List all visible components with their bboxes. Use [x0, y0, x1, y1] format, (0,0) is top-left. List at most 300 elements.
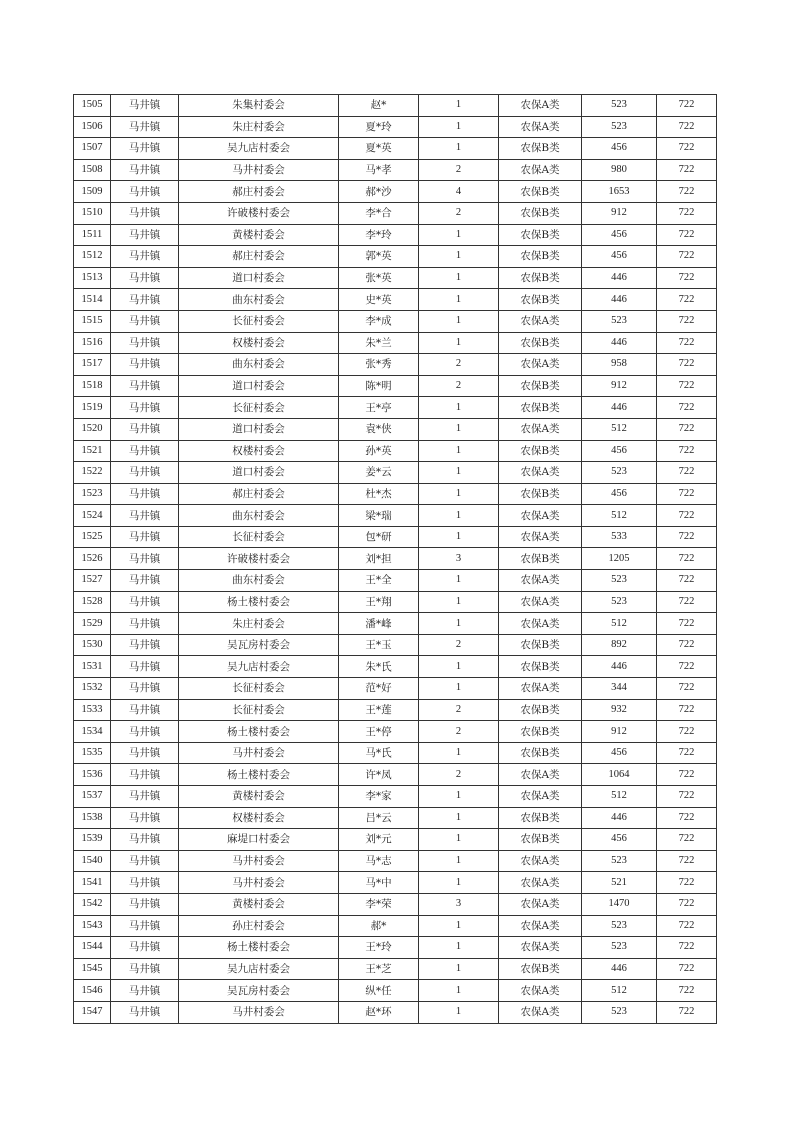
table-row: [74, 829, 717, 851]
person-name-cell: 郭*英: [339, 246, 419, 268]
village-cell: 曲东村委会: [179, 505, 339, 527]
household-count-cell: 1: [419, 591, 499, 613]
standard-cell: 722: [657, 721, 717, 743]
insurance-type-cell: 农保B类: [499, 699, 582, 721]
insurance-type-cell: 农保A类: [499, 937, 582, 959]
row-number-cell: 1509: [74, 181, 111, 203]
town-cell: 马井镇: [111, 980, 179, 1002]
table-row: [74, 678, 717, 700]
amount-cell: 523: [582, 310, 657, 332]
insurance-type-cell: 农保B类: [499, 332, 582, 354]
row-number-cell: 1514: [74, 289, 111, 311]
insurance-type-cell: 农保B类: [499, 483, 582, 505]
insurance-type-cell: 农保A类: [499, 850, 582, 872]
standard-cell: 722: [657, 613, 717, 635]
village-cell: 郝庄村委会: [179, 181, 339, 203]
person-name-cell: 王*亭: [339, 397, 419, 419]
row-number-cell: 1505: [74, 95, 111, 117]
person-name-cell: 李*合: [339, 202, 419, 224]
household-count-cell: 1: [419, 937, 499, 959]
village-cell: 吴瓦房村委会: [179, 980, 339, 1002]
person-name-cell: 梁*瑞: [339, 505, 419, 527]
insurance-type-cell: 农保A类: [499, 354, 582, 376]
village-cell: 朱庄村委会: [179, 613, 339, 635]
row-number-cell: 1517: [74, 354, 111, 376]
row-number-cell: 1516: [74, 332, 111, 354]
table-body: [74, 95, 717, 1024]
household-count-cell: 1: [419, 829, 499, 851]
household-count-cell: 1: [419, 742, 499, 764]
table-row: [74, 872, 717, 894]
household-count-cell: 2: [419, 202, 499, 224]
insurance-type-cell: 农保B类: [499, 634, 582, 656]
amount-cell: 523: [582, 850, 657, 872]
standard-cell: 722: [657, 829, 717, 851]
insurance-type-cell: 农保B类: [499, 829, 582, 851]
row-number-cell: 1543: [74, 915, 111, 937]
village-cell: 杨土楼村委会: [179, 764, 339, 786]
person-name-cell: 张*秀: [339, 354, 419, 376]
row-number-cell: 1523: [74, 483, 111, 505]
village-cell: 杨土楼村委会: [179, 591, 339, 613]
town-cell: 马井镇: [111, 440, 179, 462]
person-name-cell: 吕*云: [339, 807, 419, 829]
standard-cell: 722: [657, 202, 717, 224]
person-name-cell: 包*研: [339, 526, 419, 548]
person-name-cell: 马*志: [339, 850, 419, 872]
village-cell: 权楼村委会: [179, 807, 339, 829]
town-cell: 马井镇: [111, 289, 179, 311]
household-count-cell: 2: [419, 375, 499, 397]
village-cell: 长征村委会: [179, 526, 339, 548]
standard-cell: 722: [657, 915, 717, 937]
row-number-cell: 1513: [74, 267, 111, 289]
household-count-cell: 1: [419, 505, 499, 527]
amount-cell: 456: [582, 224, 657, 246]
table-row: [74, 937, 717, 959]
amount-cell: 523: [582, 1001, 657, 1023]
row-number-cell: 1506: [74, 116, 111, 138]
household-count-cell: 1: [419, 462, 499, 484]
insurance-type-cell: 农保A类: [499, 786, 582, 808]
village-cell: 黄楼村委会: [179, 786, 339, 808]
town-cell: 马井镇: [111, 764, 179, 786]
standard-cell: 722: [657, 181, 717, 203]
table-row: [74, 721, 717, 743]
household-count-cell: 1: [419, 418, 499, 440]
person-name-cell: 潘*峰: [339, 613, 419, 635]
insurance-type-cell: 农保B类: [499, 224, 582, 246]
person-name-cell: 夏*英: [339, 138, 419, 160]
person-name-cell: 许*凤: [339, 764, 419, 786]
town-cell: 马井镇: [111, 1001, 179, 1023]
village-cell: 长征村委会: [179, 310, 339, 332]
standard-cell: 722: [657, 678, 717, 700]
person-name-cell: 李*家: [339, 786, 419, 808]
village-cell: 朱庄村委会: [179, 116, 339, 138]
person-name-cell: 杜*杰: [339, 483, 419, 505]
village-cell: 道口村委会: [179, 267, 339, 289]
person-name-cell: 马*中: [339, 872, 419, 894]
row-number-cell: 1511: [74, 224, 111, 246]
table-row: [74, 440, 717, 462]
table-row: [74, 289, 717, 311]
household-count-cell: 1: [419, 246, 499, 268]
person-name-cell: 张*英: [339, 267, 419, 289]
row-number-cell: 1546: [74, 980, 111, 1002]
person-name-cell: 李*荣: [339, 893, 419, 915]
amount-cell: 523: [582, 915, 657, 937]
amount-cell: 980: [582, 159, 657, 181]
household-count-cell: 1: [419, 613, 499, 635]
household-count-cell: 1: [419, 440, 499, 462]
amount-cell: 523: [582, 570, 657, 592]
row-number-cell: 1537: [74, 786, 111, 808]
table-row: [74, 246, 717, 268]
row-number-cell: 1525: [74, 526, 111, 548]
amount-cell: 446: [582, 807, 657, 829]
standard-cell: 722: [657, 742, 717, 764]
town-cell: 马井镇: [111, 548, 179, 570]
amount-cell: 456: [582, 742, 657, 764]
household-count-cell: 2: [419, 159, 499, 181]
amount-cell: 456: [582, 246, 657, 268]
village-cell: 许破楼村委会: [179, 202, 339, 224]
table-row: [74, 332, 717, 354]
person-name-cell: 赵*: [339, 95, 419, 117]
town-cell: 马井镇: [111, 850, 179, 872]
village-cell: 马井村委会: [179, 850, 339, 872]
insurance-type-cell: 农保A类: [499, 310, 582, 332]
person-name-cell: 纵*任: [339, 980, 419, 1002]
row-number-cell: 1521: [74, 440, 111, 462]
standard-cell: 722: [657, 548, 717, 570]
village-cell: 朱集村委会: [179, 95, 339, 117]
insurance-type-cell: 农保B类: [499, 181, 582, 203]
village-cell: 曲东村委会: [179, 289, 339, 311]
town-cell: 马井镇: [111, 397, 179, 419]
row-number-cell: 1527: [74, 570, 111, 592]
insurance-type-cell: 农保B类: [499, 246, 582, 268]
row-number-cell: 1510: [74, 202, 111, 224]
table-row: [74, 116, 717, 138]
amount-cell: 958: [582, 354, 657, 376]
village-cell: 孙庄村委会: [179, 915, 339, 937]
row-number-cell: 1545: [74, 958, 111, 980]
amount-cell: 344: [582, 678, 657, 700]
standard-cell: 722: [657, 872, 717, 894]
town-cell: 马井镇: [111, 462, 179, 484]
standard-cell: 722: [657, 634, 717, 656]
household-count-cell: 1: [419, 116, 499, 138]
table-row: [74, 980, 717, 1002]
insurance-type-cell: 农保B类: [499, 721, 582, 743]
insurance-type-cell: 农保A类: [499, 1001, 582, 1023]
standard-cell: 722: [657, 310, 717, 332]
standard-cell: 722: [657, 1001, 717, 1023]
insurance-type-cell: 农保A类: [499, 893, 582, 915]
village-cell: 黄楼村委会: [179, 893, 339, 915]
person-name-cell: 王*停: [339, 721, 419, 743]
village-cell: 郝庄村委会: [179, 246, 339, 268]
row-number-cell: 1524: [74, 505, 111, 527]
table-row: [74, 138, 717, 160]
insurance-type-cell: 农保B类: [499, 289, 582, 311]
standard-cell: 722: [657, 656, 717, 678]
insurance-type-cell: 农保A类: [499, 462, 582, 484]
town-cell: 马井镇: [111, 678, 179, 700]
household-count-cell: 3: [419, 893, 499, 915]
household-count-cell: 1: [419, 95, 499, 117]
person-name-cell: 王*芝: [339, 958, 419, 980]
village-cell: 马井村委会: [179, 159, 339, 181]
village-cell: 杨土楼村委会: [179, 937, 339, 959]
standard-cell: 722: [657, 138, 717, 160]
town-cell: 马井镇: [111, 872, 179, 894]
town-cell: 马井镇: [111, 202, 179, 224]
town-cell: 马井镇: [111, 699, 179, 721]
household-count-cell: 1: [419, 138, 499, 160]
standard-cell: 722: [657, 95, 717, 117]
standard-cell: 722: [657, 246, 717, 268]
household-count-cell: 1: [419, 980, 499, 1002]
village-cell: 杨土楼村委会: [179, 721, 339, 743]
table-row: [74, 462, 717, 484]
row-number-cell: 1540: [74, 850, 111, 872]
table-row: [74, 95, 717, 117]
standard-cell: 722: [657, 462, 717, 484]
town-cell: 马井镇: [111, 613, 179, 635]
row-number-cell: 1544: [74, 937, 111, 959]
amount-cell: 521: [582, 872, 657, 894]
village-cell: 许破楼村委会: [179, 548, 339, 570]
village-cell: 权楼村委会: [179, 440, 339, 462]
table-row: [74, 505, 717, 527]
town-cell: 马井镇: [111, 634, 179, 656]
row-number-cell: 1520: [74, 418, 111, 440]
amount-cell: 456: [582, 483, 657, 505]
amount-cell: 1470: [582, 893, 657, 915]
amount-cell: 892: [582, 634, 657, 656]
table-row: [74, 202, 717, 224]
town-cell: 马井镇: [111, 138, 179, 160]
village-cell: 权楼村委会: [179, 332, 339, 354]
person-name-cell: 范*好: [339, 678, 419, 700]
insurance-type-cell: 农保A类: [499, 591, 582, 613]
amount-cell: 1205: [582, 548, 657, 570]
village-cell: 曲东村委会: [179, 570, 339, 592]
amount-cell: 1653: [582, 181, 657, 203]
standard-cell: 722: [657, 505, 717, 527]
standard-cell: 722: [657, 786, 717, 808]
amount-cell: 446: [582, 656, 657, 678]
town-cell: 马井镇: [111, 742, 179, 764]
town-cell: 马井镇: [111, 807, 179, 829]
table-row: [74, 224, 717, 246]
village-cell: 马井村委会: [179, 872, 339, 894]
standard-cell: 722: [657, 159, 717, 181]
amount-cell: 523: [582, 937, 657, 959]
row-number-cell: 1531: [74, 656, 111, 678]
town-cell: 马井镇: [111, 246, 179, 268]
village-cell: 道口村委会: [179, 462, 339, 484]
amount-cell: 912: [582, 375, 657, 397]
insurance-type-cell: 农保B类: [499, 202, 582, 224]
insurance-type-cell: 农保B类: [499, 807, 582, 829]
town-cell: 马井镇: [111, 656, 179, 678]
village-cell: 黄楼村委会: [179, 224, 339, 246]
standard-cell: 722: [657, 483, 717, 505]
amount-cell: 523: [582, 462, 657, 484]
amount-cell: 912: [582, 721, 657, 743]
amount-cell: 446: [582, 267, 657, 289]
standard-cell: 722: [657, 699, 717, 721]
person-name-cell: 郝*: [339, 915, 419, 937]
insurance-type-cell: 农保B类: [499, 958, 582, 980]
town-cell: 马井镇: [111, 570, 179, 592]
insurance-type-cell: 农保A类: [499, 159, 582, 181]
town-cell: 马井镇: [111, 786, 179, 808]
household-count-cell: 1: [419, 958, 499, 980]
table-row: [74, 656, 717, 678]
standard-cell: 722: [657, 440, 717, 462]
village-cell: 长征村委会: [179, 397, 339, 419]
amount-cell: 446: [582, 289, 657, 311]
standard-cell: 722: [657, 807, 717, 829]
amount-cell: 512: [582, 505, 657, 527]
row-number-cell: 1507: [74, 138, 111, 160]
person-name-cell: 袁*侠: [339, 418, 419, 440]
table-row: [74, 634, 717, 656]
amount-cell: 523: [582, 95, 657, 117]
standard-cell: 722: [657, 764, 717, 786]
person-name-cell: 王*莲: [339, 699, 419, 721]
village-cell: 麻堤口村委会: [179, 829, 339, 851]
standard-cell: 722: [657, 850, 717, 872]
amount-cell: 456: [582, 138, 657, 160]
household-count-cell: 2: [419, 354, 499, 376]
standard-cell: 722: [657, 332, 717, 354]
table-row: [74, 1001, 717, 1023]
household-count-cell: 2: [419, 634, 499, 656]
table-row: [74, 354, 717, 376]
standard-cell: 722: [657, 267, 717, 289]
person-name-cell: 姜*云: [339, 462, 419, 484]
person-name-cell: 史*英: [339, 289, 419, 311]
table-row: [74, 267, 717, 289]
table-row: [74, 591, 717, 613]
amount-cell: 512: [582, 613, 657, 635]
table-row: [74, 483, 717, 505]
standard-cell: 722: [657, 958, 717, 980]
village-cell: 长征村委会: [179, 699, 339, 721]
household-count-cell: 1: [419, 872, 499, 894]
town-cell: 马井镇: [111, 267, 179, 289]
table-row: [74, 397, 717, 419]
insurance-type-cell: 农保B类: [499, 267, 582, 289]
table-row: [74, 807, 717, 829]
row-number-cell: 1535: [74, 742, 111, 764]
town-cell: 马井镇: [111, 915, 179, 937]
row-number-cell: 1534: [74, 721, 111, 743]
village-cell: 曲东村委会: [179, 354, 339, 376]
row-number-cell: 1522: [74, 462, 111, 484]
insurance-type-cell: 农保A类: [499, 570, 582, 592]
insurance-type-cell: 农保B类: [499, 138, 582, 160]
person-name-cell: 王*全: [339, 570, 419, 592]
table-row: [74, 526, 717, 548]
row-number-cell: 1512: [74, 246, 111, 268]
town-cell: 马井镇: [111, 116, 179, 138]
row-number-cell: 1536: [74, 764, 111, 786]
person-name-cell: 刘*元: [339, 829, 419, 851]
town-cell: 马井镇: [111, 591, 179, 613]
household-count-cell: 1: [419, 332, 499, 354]
insurance-type-cell: 农保B类: [499, 548, 582, 570]
household-count-cell: 1: [419, 570, 499, 592]
standard-cell: 722: [657, 354, 717, 376]
town-cell: 马井镇: [111, 721, 179, 743]
insurance-type-cell: 农保A类: [499, 764, 582, 786]
standard-cell: 722: [657, 893, 717, 915]
town-cell: 马井镇: [111, 375, 179, 397]
table-row: [74, 958, 717, 980]
row-number-cell: 1547: [74, 1001, 111, 1023]
row-number-cell: 1539: [74, 829, 111, 851]
village-cell: 吴九店村委会: [179, 138, 339, 160]
table-row: [74, 915, 717, 937]
table-row: [74, 786, 717, 808]
insurance-type-cell: 农保B类: [499, 742, 582, 764]
town-cell: 马井镇: [111, 418, 179, 440]
table-row: [74, 418, 717, 440]
household-count-cell: 1: [419, 1001, 499, 1023]
person-name-cell: 郝*沙: [339, 181, 419, 203]
insurance-type-cell: 农保B类: [499, 440, 582, 462]
household-count-cell: 1: [419, 526, 499, 548]
insurance-type-cell: 农保A类: [499, 980, 582, 1002]
person-name-cell: 李*玲: [339, 224, 419, 246]
insurance-type-cell: 农保A类: [499, 95, 582, 117]
household-count-cell: 2: [419, 764, 499, 786]
row-number-cell: 1532: [74, 678, 111, 700]
person-name-cell: 刘*担: [339, 548, 419, 570]
standard-cell: 722: [657, 937, 717, 959]
person-name-cell: 王*玉: [339, 634, 419, 656]
standard-cell: 722: [657, 289, 717, 311]
village-cell: 道口村委会: [179, 418, 339, 440]
table-row: [74, 375, 717, 397]
standard-cell: 722: [657, 418, 717, 440]
insurance-type-cell: 农保B类: [499, 656, 582, 678]
village-cell: 马井村委会: [179, 742, 339, 764]
insurance-type-cell: 农保A类: [499, 915, 582, 937]
town-cell: 马井镇: [111, 937, 179, 959]
household-count-cell: 1: [419, 310, 499, 332]
amount-cell: 932: [582, 699, 657, 721]
standard-cell: 722: [657, 224, 717, 246]
standard-cell: 722: [657, 980, 717, 1002]
person-name-cell: 王*翔: [339, 591, 419, 613]
amount-cell: 446: [582, 958, 657, 980]
insurance-type-cell: 农保A类: [499, 505, 582, 527]
person-name-cell: 王*玲: [339, 937, 419, 959]
town-cell: 马井镇: [111, 958, 179, 980]
insurance-type-cell: 农保A类: [499, 613, 582, 635]
person-name-cell: 马*氏: [339, 742, 419, 764]
person-name-cell: 夏*玲: [339, 116, 419, 138]
person-name-cell: 孙*英: [339, 440, 419, 462]
